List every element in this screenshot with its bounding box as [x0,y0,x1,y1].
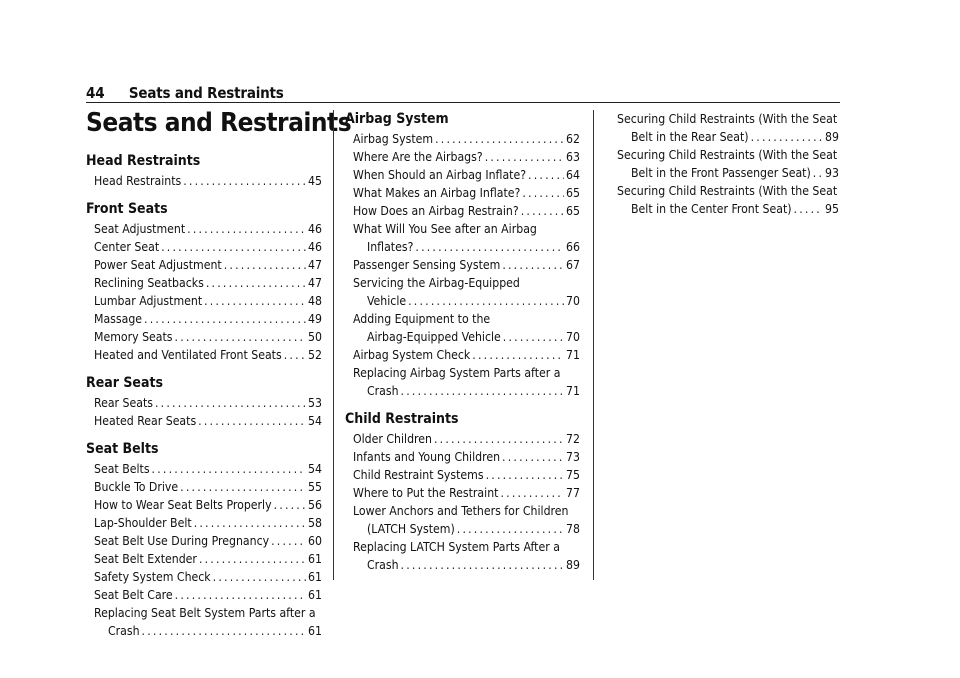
toc-entry[interactable] [345,184,580,202]
dot-leader [528,166,564,184]
dot-leader [521,202,564,220]
toc-entry-text: Center Seat [94,240,160,254]
toc-page-number: 95 [825,202,839,216]
toc-entry-text: Securing Child Restraints (With the Seat [617,112,838,126]
toc-entry-text: Vehicle [367,294,407,308]
toc-entry-text: Seat Belts [94,462,150,476]
dot-leader [472,346,564,364]
dot-leader [194,514,306,532]
section-heading: Front Seats [86,201,168,217]
toc-entry[interactable] [86,274,322,292]
dot-leader [198,412,306,430]
section-heading: Head Restraints [86,153,201,169]
toc-page-number: 62 [566,132,580,146]
column-divider [593,110,594,580]
toc-entry-text: Crash [367,384,399,398]
toc-entry[interactable] [86,586,322,604]
dot-leader [213,568,306,586]
dot-leader [401,382,565,400]
toc-entry-text: When Should an Airbag Inflate? [353,168,527,182]
running-title: Seats and Restraints [128,84,284,102]
dot-leader [175,328,307,346]
toc-entry[interactable] [86,328,322,346]
header-rule [86,102,840,103]
toc-page-number: 56 [308,498,322,512]
toc-page-number: 46 [308,222,322,236]
toc-column-1 [86,152,322,640]
toc-entry-text: Head Restraints [94,174,182,188]
toc-entry[interactable] [345,130,580,148]
toc-page-number: 65 [566,204,580,218]
dot-leader [161,238,306,256]
toc-entry-text: Replacing Airbag System Parts after a [353,366,561,380]
toc-page-number: 48 [308,294,322,308]
toc-entry-text: Airbag System [353,132,434,146]
toc-entry-text: Massage [94,312,143,326]
dot-leader [408,292,564,310]
toc-page-number: 89 [825,130,839,144]
dot-leader [794,200,824,218]
toc-entry[interactable] [86,394,322,412]
dot-leader [751,128,823,146]
toc-entry[interactable] [86,256,322,274]
dot-leader [457,520,564,538]
dot-leader [485,148,564,166]
toc-entry-text: Crash [367,558,399,572]
toc-entry[interactable] [605,182,839,218]
toc-page-number: 70 [566,330,580,344]
toc-page-number: 47 [308,276,322,290]
toc-entry-text: Memory Seats [94,330,173,344]
toc-page-number: 54 [308,462,322,476]
toc-entry-text: Lower Anchors and Tethers for Children [353,504,569,518]
dot-leader [152,460,307,478]
dot-leader [142,622,307,640]
dot-leader [180,478,306,496]
toc-page-number: 53 [308,396,322,410]
toc-entry[interactable] [86,604,322,640]
dot-leader [206,274,306,292]
dot-leader [204,292,306,310]
toc-page-number: . 52 [301,348,322,362]
toc-entry-text: Replacing LATCH System Parts After a [353,540,560,554]
dot-leader [199,550,306,568]
toc-entry-text: Securing Child Restraints (With the Seat [617,184,838,198]
toc-entry-text: Buckle To Drive [94,480,179,494]
dot-leader [435,130,564,148]
toc-entry-text: Passenger Sensing System [353,258,501,272]
toc-page-number: 72 [566,432,580,446]
dot-leader [502,256,564,274]
toc-page-number: 67 [566,258,580,272]
toc-entry[interactable] [345,220,580,256]
toc-entry-text: Heated and Ventilated Front Seats [94,348,282,362]
toc-page-number: 54 [308,414,322,428]
toc-page-number: 45 [308,174,322,188]
dot-leader [155,394,306,412]
toc-page-number: 58 [308,516,322,530]
toc-entry[interactable] [345,430,580,448]
toc-entry[interactable] [345,310,580,346]
toc-page-number: 63 [566,150,580,164]
toc-entry-text: Rear Seats [94,396,153,410]
toc-entry-text: Seat Belt Care [94,588,173,602]
toc-entry-text: Older Children [353,432,432,446]
toc-page-number: 50 [308,330,322,344]
dot-leader [284,346,299,364]
dot-leader [502,448,564,466]
page-title: Seats and Restraints [86,108,352,138]
toc-entry-text: What Makes an Airbag Inflate? [353,186,521,200]
toc-page-number: 55 [308,480,322,494]
toc-entry-text: Where to Put the Restraint [353,486,499,500]
toc-entry-text: Seat Belt Use During Pregnancy [94,534,270,548]
toc-entry[interactable] [86,532,322,550]
toc-entry-text: How Does an Airbag Restrain? [353,204,519,218]
toc-page-number: 49 [308,312,322,326]
dot-leader [144,310,306,328]
toc-entry[interactable] [86,550,322,568]
toc-page-number: 64 [566,168,580,182]
dot-leader [271,532,306,550]
dot-leader [522,184,564,202]
dot-leader [224,256,306,274]
toc-page-number: 70 [566,294,580,308]
toc-entry-text: Servicing the Airbag-Equipped [353,276,520,290]
toc-entry-text: Seat Adjustment [94,222,186,236]
toc-page-number: 61 [308,570,322,584]
dot-leader [813,164,823,182]
toc-entry-text: How to Wear Seat Belts Properly [94,498,272,512]
toc-entry[interactable] [345,448,580,466]
toc-entry-text: Replacing Seat Belt System Parts after a [94,606,316,620]
dot-leader [187,220,306,238]
toc-entry-text: Belt in the Center Front Seat) [631,202,792,216]
toc-entry[interactable] [86,568,322,586]
toc-entry-text: Seat Belt Extender [94,552,197,566]
toc-entry[interactable] [605,146,839,182]
page-number: 44 [86,84,105,102]
toc-page-number: 75 [566,468,580,482]
toc-entry-text: Child Restraint Systems [353,468,484,482]
toc-entry-text: Airbag System Check [353,348,471,362]
toc-entry[interactable] [86,238,322,256]
toc-page-number: 66 [566,240,580,254]
toc-entry[interactable] [86,478,322,496]
toc-entry-text: Inflates? [367,240,414,254]
dot-leader [274,496,306,514]
toc-entry-text: Lumbar Adjustment [94,294,203,308]
toc-entry-text: Lap-Shoulder Belt [94,516,192,530]
toc-entry[interactable] [345,466,580,484]
toc-entry-text: Belt in the Rear Seat) [631,130,749,144]
toc-page-number: 61 [308,588,322,602]
toc-entry-text: Securing Child Restraints (With the Seat [617,148,838,162]
toc-entry-text: Belt in the Front Passenger Seat) [631,166,811,180]
toc-page-number: 61 [308,624,322,638]
toc-page-number: 71 [566,348,580,362]
toc-entry[interactable] [345,364,580,400]
toc-entry[interactable] [86,496,322,514]
toc-entry[interactable] [345,166,580,184]
toc-page-number: 65 [566,186,580,200]
toc-entry[interactable] [345,202,580,220]
toc-page-number: 77 [566,486,580,500]
toc-entry[interactable] [86,220,322,238]
section-heading: Rear Seats [86,375,163,391]
section-heading: Child Restraints [345,411,459,427]
toc-entry[interactable] [345,274,580,310]
dot-leader [401,556,565,574]
section-heading: Seat Belts [86,441,159,457]
dot-leader [183,172,306,190]
toc-page-number: 47 [308,258,322,272]
toc-page-number: 71 [566,384,580,398]
section-heading: Airbag System [345,111,449,127]
toc-entry-text: Adding Equipment to the [353,312,491,326]
dot-leader [415,238,564,256]
toc-entry-text: Crash [108,624,140,638]
toc-entry[interactable] [86,292,322,310]
toc-entry-text: Heated Rear Seats [94,414,197,428]
toc-page-number: 78 [566,522,580,536]
toc-entry[interactable] [86,514,322,532]
toc-entry[interactable] [345,502,580,538]
toc-page-number: 61 [308,552,322,566]
dot-leader [434,430,564,448]
toc-entry[interactable] [86,460,322,478]
toc-entry[interactable] [345,484,580,502]
toc-entry-text: Power Seat Adjustment [94,258,222,272]
toc-page-number: 46 [308,240,322,254]
toc-entry-text: Reclining Seatbacks [94,276,204,290]
toc-entry[interactable] [86,412,322,430]
toc-entry[interactable] [86,172,322,190]
running-header [86,84,284,102]
toc-entry[interactable] [86,310,322,328]
toc-entry[interactable] [605,110,839,146]
dot-leader [503,328,564,346]
toc-entry-text: What Will You See after an Airbag [353,222,537,236]
dot-leader [175,586,306,604]
toc-entry[interactable] [86,346,322,364]
toc-entry-text: Where Are the Airbags? [353,150,483,164]
toc-entry[interactable] [345,256,580,274]
toc-column-2 [345,110,580,574]
toc-entry-text: Safety System Check [94,570,211,584]
toc-page-number: 89 [566,558,580,572]
dot-leader [500,484,564,502]
toc-entry[interactable] [345,346,580,364]
toc-page-number: 93 [825,166,839,180]
toc-entry[interactable] [345,538,580,574]
toc-page-number: 73 [566,450,580,464]
toc-entry-text: Airbag-Equipped Vehicle [367,330,501,344]
column-divider [333,110,334,580]
toc-page-number: 60 [308,534,322,548]
toc-entry[interactable] [345,148,580,166]
toc-entry-text: (LATCH System) [367,522,455,536]
toc-entry-text: Infants and Young Children [353,450,501,464]
dot-leader [486,466,564,484]
toc-column-3 [605,110,839,218]
